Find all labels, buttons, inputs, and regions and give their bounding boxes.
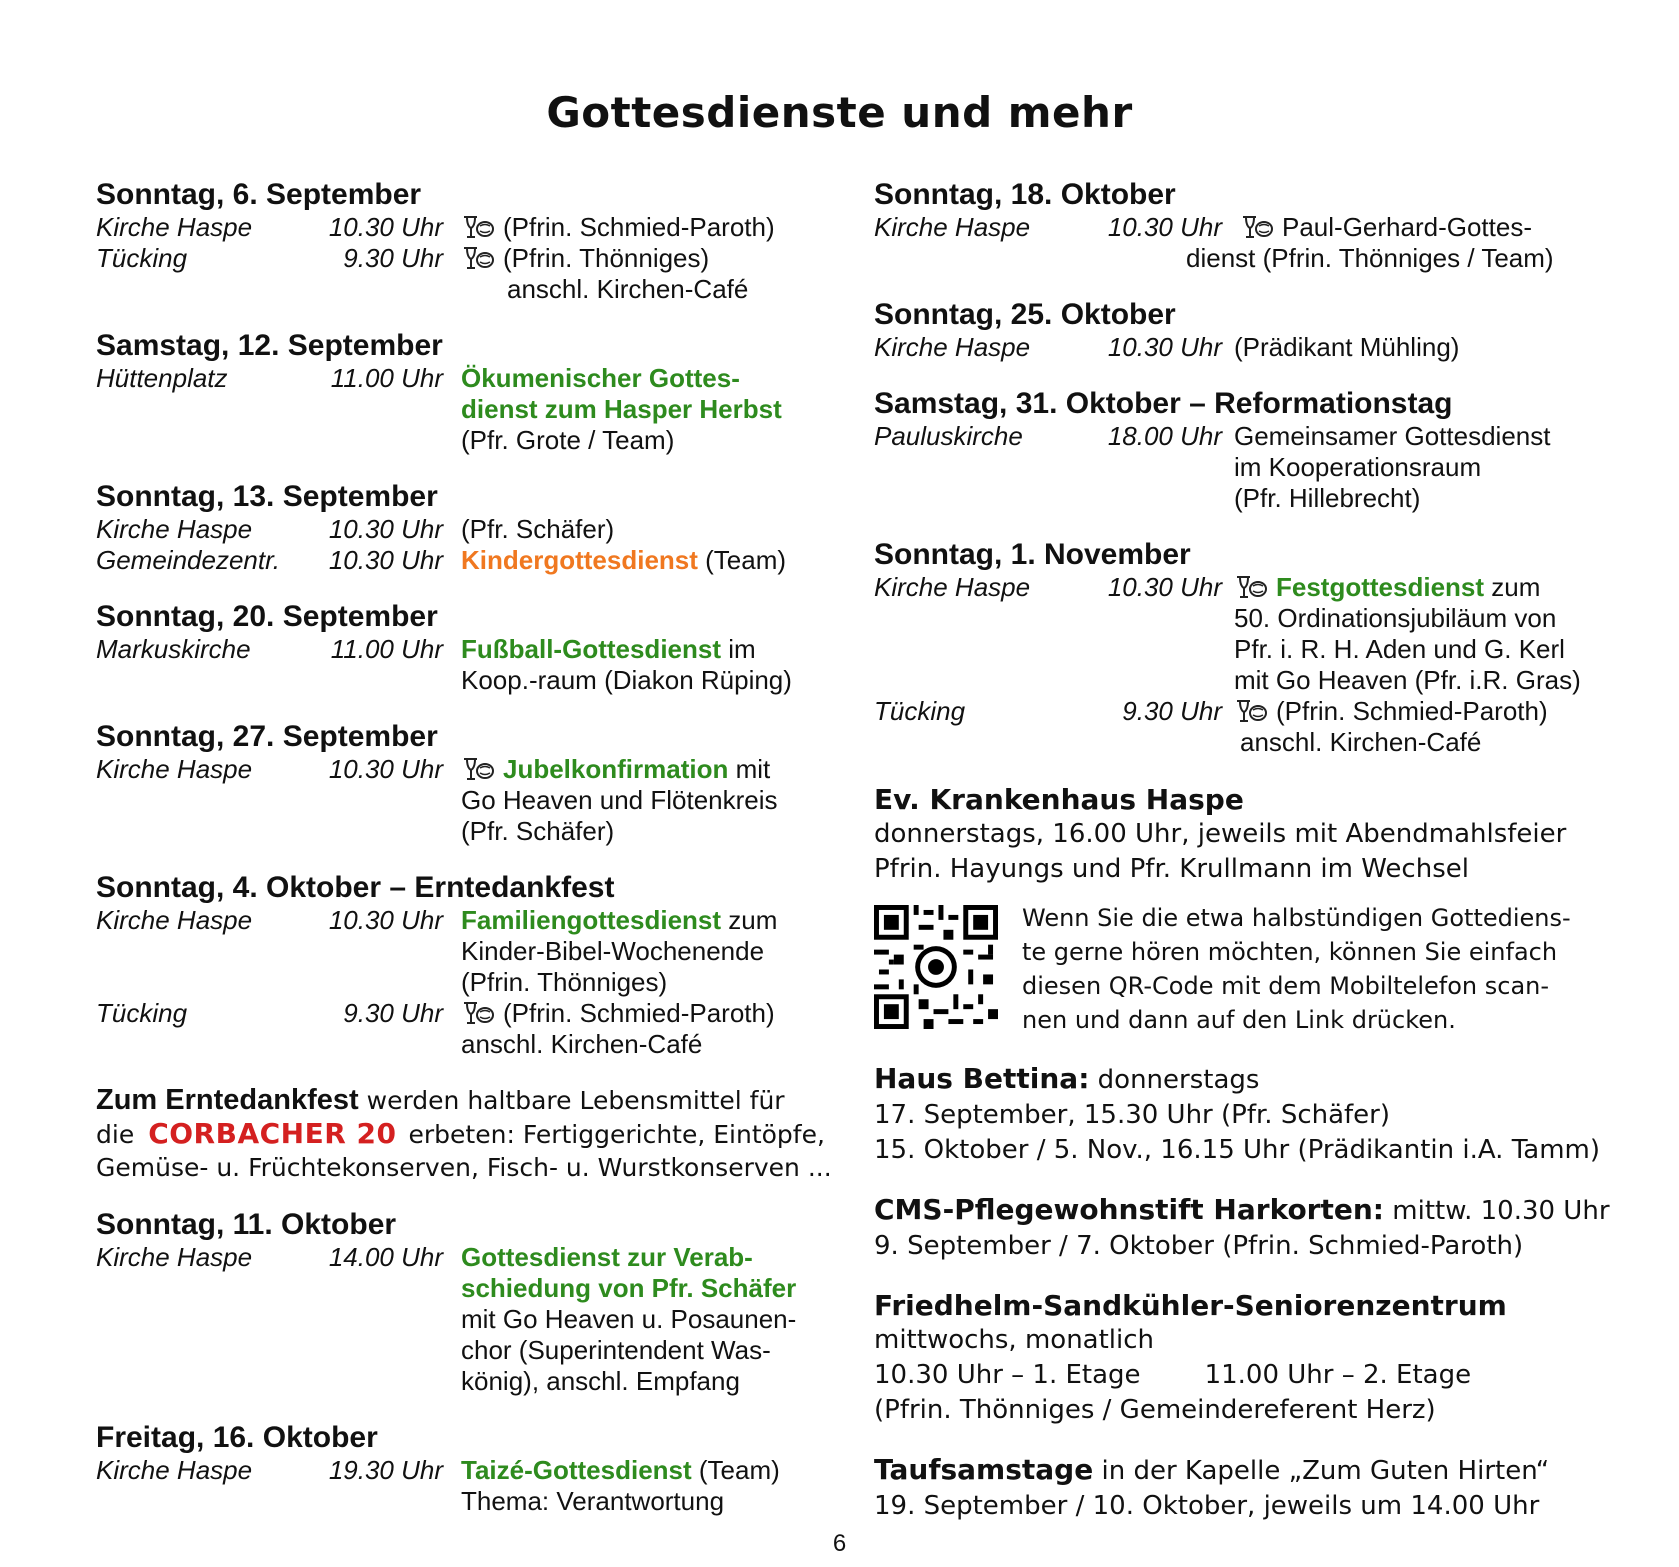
section-heading: Ev. Krankenhaus Haspe xyxy=(874,783,1244,816)
erntedank-note xyxy=(96,1084,856,1184)
highlight: dienst zum Hasper Herbst xyxy=(461,394,782,424)
service-day xyxy=(874,538,1614,758)
right-column xyxy=(874,178,1614,1548)
description: (Prädikant Mühling) xyxy=(1234,332,1460,362)
time: 10.30 Uhr xyxy=(328,212,443,242)
section-line: 10.30 Uhr – 1. Etage xyxy=(874,1360,1141,1390)
day-heading: Sonntag, 18. Oktober xyxy=(874,178,1176,211)
day-heading: Sonntag, 1. November xyxy=(874,538,1191,571)
highlight: Ökumenischer Gottes- xyxy=(461,363,740,393)
time: 10.30 Uhr xyxy=(1107,212,1222,242)
description: Paul-Gerhard-Gottes- xyxy=(1282,212,1532,242)
service-day xyxy=(874,298,1614,363)
qr-text: nen und dann auf den Link drücken. xyxy=(1022,1006,1456,1034)
highlight: Gottesdienst zur Verab- xyxy=(461,1242,753,1272)
highlight: schiedung von Pfr. Schäfer xyxy=(461,1273,797,1303)
day-heading: Samstag, 12. September xyxy=(96,329,443,362)
service-day xyxy=(96,480,856,576)
service-entry xyxy=(96,545,856,576)
description: anschl. Kirchen-Café xyxy=(507,274,749,304)
service-entry xyxy=(96,363,856,456)
service-entry xyxy=(96,998,856,1060)
time: 11.00 Uhr xyxy=(330,363,443,393)
service-entry xyxy=(96,243,856,305)
description: anschl. Kirchen-Café xyxy=(1240,727,1482,757)
description: (Pfrin. Schmied-Paroth) xyxy=(1276,696,1548,726)
qr-block xyxy=(874,901,1614,1037)
service-entry xyxy=(96,634,856,696)
day-heading: Samstag, 31. Oktober – Reformationstag xyxy=(874,387,1453,420)
left-column xyxy=(96,178,856,1541)
description: Gemeinsamer Gottesdienst xyxy=(1234,421,1551,451)
service-entry xyxy=(874,572,1614,696)
description: (Pfrin. Thönniges) xyxy=(503,243,710,273)
place: Kirche Haspe xyxy=(96,212,253,242)
day-heading: Sonntag, 4. Oktober – Erntedankfest xyxy=(96,871,615,904)
day-heading: Sonntag, 20. September xyxy=(96,600,438,633)
highlight: Kindergottesdienst xyxy=(461,545,698,575)
description: könig), anschl. Empfang xyxy=(461,1366,740,1396)
place: Gemeindezentr. xyxy=(96,545,281,575)
place: Hüttenplatz xyxy=(96,363,228,393)
note-text: werden haltbare Lebensmittel für xyxy=(358,1086,785,1115)
time: 10.30 Uhr xyxy=(328,905,443,935)
day-heading: Sonntag, 11. Oktober xyxy=(96,1208,397,1241)
communion-icon xyxy=(461,245,495,271)
place: Kirche Haspe xyxy=(96,1455,253,1485)
description: Thema: Verantwortung xyxy=(461,1486,725,1516)
time: 10.30 Uhr xyxy=(328,514,443,544)
service-day xyxy=(96,600,856,696)
day-heading: Sonntag, 6. September xyxy=(96,178,422,211)
description: (Pfr. Grote / Team) xyxy=(461,425,675,455)
description: dienst (Pfrin. Thönniges / Team) xyxy=(1186,243,1554,273)
section-line: donnerstags, 16.00 Uhr, jeweils mit Abendmahlsfeier xyxy=(874,819,1567,849)
description: (Pfr. Schäfer) xyxy=(461,816,615,846)
place: Kirche Haspe xyxy=(874,212,1031,242)
highlight: Familiengottesdienst xyxy=(461,905,722,935)
section-line: 15. Oktober / 5. Nov., 16.15 Uhr (Prädikantin i.A. Tamm) xyxy=(874,1135,1601,1165)
service-entry xyxy=(96,905,856,998)
page-title: Gottesdienste und mehr xyxy=(546,88,1133,137)
description: Koop.-raum (Diakon Rüping) xyxy=(461,665,792,695)
time: 9.30 Uhr xyxy=(1122,696,1222,726)
section-heading: CMS-Pflegewohnstift Harkorten: xyxy=(874,1193,1384,1226)
service-day xyxy=(96,1421,856,1517)
page-number: 6 xyxy=(832,1530,847,1557)
description: (Pfr. Hillebrecht) xyxy=(1234,483,1421,513)
qr-text: te gerne hören möchten, können Sie einfach xyxy=(1022,938,1558,966)
highlight: Jubelkonfirmation xyxy=(503,754,729,784)
service-entry xyxy=(96,514,856,545)
section-line: 11.00 Uhr – 2. Etage xyxy=(1204,1360,1472,1390)
description: im xyxy=(721,634,756,664)
description: zum xyxy=(1484,572,1541,602)
section-line: donnerstags xyxy=(1089,1065,1260,1095)
section-heading: Friedhelm-Sandkühler-Seniorenzentrum xyxy=(874,1289,1507,1322)
cms-section xyxy=(874,1192,1614,1264)
description: mit Go Heaven u. Posaunen- xyxy=(461,1304,797,1334)
day-heading: Sonntag, 27. September xyxy=(96,720,438,753)
service-day xyxy=(874,387,1614,514)
service-day xyxy=(96,871,856,1060)
description: mit Go Heaven (Pfr. i.R. Gras) xyxy=(1234,665,1581,695)
section-line: 19. September / 10. Oktober, jeweils um 14.00 Uhr xyxy=(874,1491,1540,1521)
place: Tücking xyxy=(874,696,966,726)
place: Kirche Haspe xyxy=(874,332,1031,362)
description: Pfr. i. R. H. Aden und G. Kerl xyxy=(1234,634,1565,664)
note-bold: Zum Erntedankfest xyxy=(96,1084,359,1116)
communion-icon xyxy=(461,214,495,240)
service-entry xyxy=(874,421,1614,514)
time: 18.00 Uhr xyxy=(1107,421,1222,451)
place: Tücking xyxy=(96,243,188,273)
taufsamstage-section xyxy=(874,1452,1614,1524)
service-day xyxy=(96,178,856,305)
qr-text: Wenn Sie die etwa halbstündigen Gottediens- xyxy=(1022,904,1571,932)
section-line: mittw. 10.30 Uhr xyxy=(1384,1196,1610,1226)
note-text: die xyxy=(96,1120,135,1149)
section-line: in der Kapelle „Zum Guten Hirten“ xyxy=(1093,1456,1550,1486)
place: Kirche Haspe xyxy=(96,905,253,935)
place: Markuskirche xyxy=(96,634,251,664)
description: zum xyxy=(721,905,778,935)
highlight: Taizé-Gottesdienst xyxy=(461,1455,692,1485)
service-day xyxy=(96,1208,856,1397)
service-day xyxy=(96,329,856,456)
day-heading: Freitag, 16. Oktober xyxy=(96,1421,378,1454)
description: Go Heaven und Flötenkreis xyxy=(461,785,778,815)
service-entry xyxy=(96,1455,856,1517)
description: (Pfrin. Thönniges) xyxy=(461,967,668,997)
description: (Pfrin. Schmied-Paroth) xyxy=(503,212,775,242)
time: 10.30 Uhr xyxy=(1107,332,1222,362)
description: Kinder-Bibel-Wochenende xyxy=(461,936,765,966)
place: Tücking xyxy=(96,998,188,1028)
place: Pauluskirche xyxy=(874,421,1023,451)
description: chor (Superintendent Was- xyxy=(461,1335,771,1365)
time: 14.00 Uhr xyxy=(328,1242,443,1272)
service-day xyxy=(874,178,1614,274)
section-line: 9. September / 7. Oktober (Pfrin. Schmied-Paroth) xyxy=(874,1231,1524,1261)
service-entry xyxy=(96,212,856,243)
communion-icon xyxy=(1240,214,1274,240)
service-entry xyxy=(874,332,1614,363)
description: (Team) xyxy=(691,1455,780,1485)
seniorenzentrum-section xyxy=(874,1288,1614,1428)
service-entry xyxy=(874,696,1614,758)
time: 10.30 Uhr xyxy=(328,545,443,575)
description: (Pfr. Schäfer) xyxy=(461,514,615,544)
section-line: Pfrin. Hayungs und Pfr. Krullmann im Wechsel xyxy=(874,854,1469,884)
description: (Team) xyxy=(697,545,787,575)
service-entry xyxy=(96,754,856,847)
description: im Kooperationsraum xyxy=(1234,452,1482,482)
section-line: 17. September, 15.30 Uhr (Pfr. Schäfer) xyxy=(874,1100,1391,1130)
description: mit xyxy=(728,754,771,784)
communion-icon xyxy=(1234,698,1268,724)
section-line: (Pfrin. Thönniges / Gemeindereferent Herz) xyxy=(874,1395,1436,1425)
time: 10.30 Uhr xyxy=(1107,572,1222,602)
day-heading: Sonntag, 25. Oktober xyxy=(874,298,1176,331)
corbacher-logo: CORBACHER 20 xyxy=(148,1117,397,1150)
service-day xyxy=(96,720,856,847)
time: 10.30 Uhr xyxy=(328,754,443,784)
service-entry xyxy=(874,212,1614,243)
krankenhaus-section xyxy=(874,782,1614,1037)
description: anschl. Kirchen-Café xyxy=(461,1029,703,1059)
place: Kirche Haspe xyxy=(96,1242,253,1272)
time: 11.00 Uhr xyxy=(330,634,443,664)
qr-code[interactable] xyxy=(874,905,998,1029)
place: Kirche Haspe xyxy=(874,572,1031,602)
communion-icon xyxy=(461,1000,495,1026)
time: 9.30 Uhr xyxy=(343,243,443,273)
qr-text: diesen QR-Code mit dem Mobiltelefon scan- xyxy=(1022,972,1550,1000)
note-text: Gemüse- u. Früchtekonserven, Fisch- u. Wurstkonserven ... xyxy=(96,1153,832,1182)
note-text: erbeten: Fertiggerichte, Eintöpfe, xyxy=(408,1120,825,1149)
highlight: Fußball-Gottesdienst xyxy=(461,634,721,664)
section-heading: Haus Bettina: xyxy=(874,1062,1090,1095)
section-line: mittwochs, monatlich xyxy=(874,1325,1155,1355)
service-entry xyxy=(96,1242,856,1397)
place: Kirche Haspe xyxy=(96,754,253,784)
time: 19.30 Uhr xyxy=(328,1455,443,1485)
haus-bettina-section xyxy=(874,1061,1614,1168)
section-heading: Taufsamstage xyxy=(874,1453,1094,1486)
highlight: Festgottesdienst xyxy=(1276,572,1485,602)
description: 50. Ordinationsjubiläum von xyxy=(1234,603,1557,633)
place: Kirche Haspe xyxy=(96,514,253,544)
description: (Pfrin. Schmied-Paroth) xyxy=(503,998,775,1028)
day-heading: Sonntag, 13. September xyxy=(96,480,438,513)
time: 9.30 Uhr xyxy=(343,998,443,1028)
communion-icon xyxy=(461,756,495,782)
communion-icon xyxy=(1234,574,1268,600)
